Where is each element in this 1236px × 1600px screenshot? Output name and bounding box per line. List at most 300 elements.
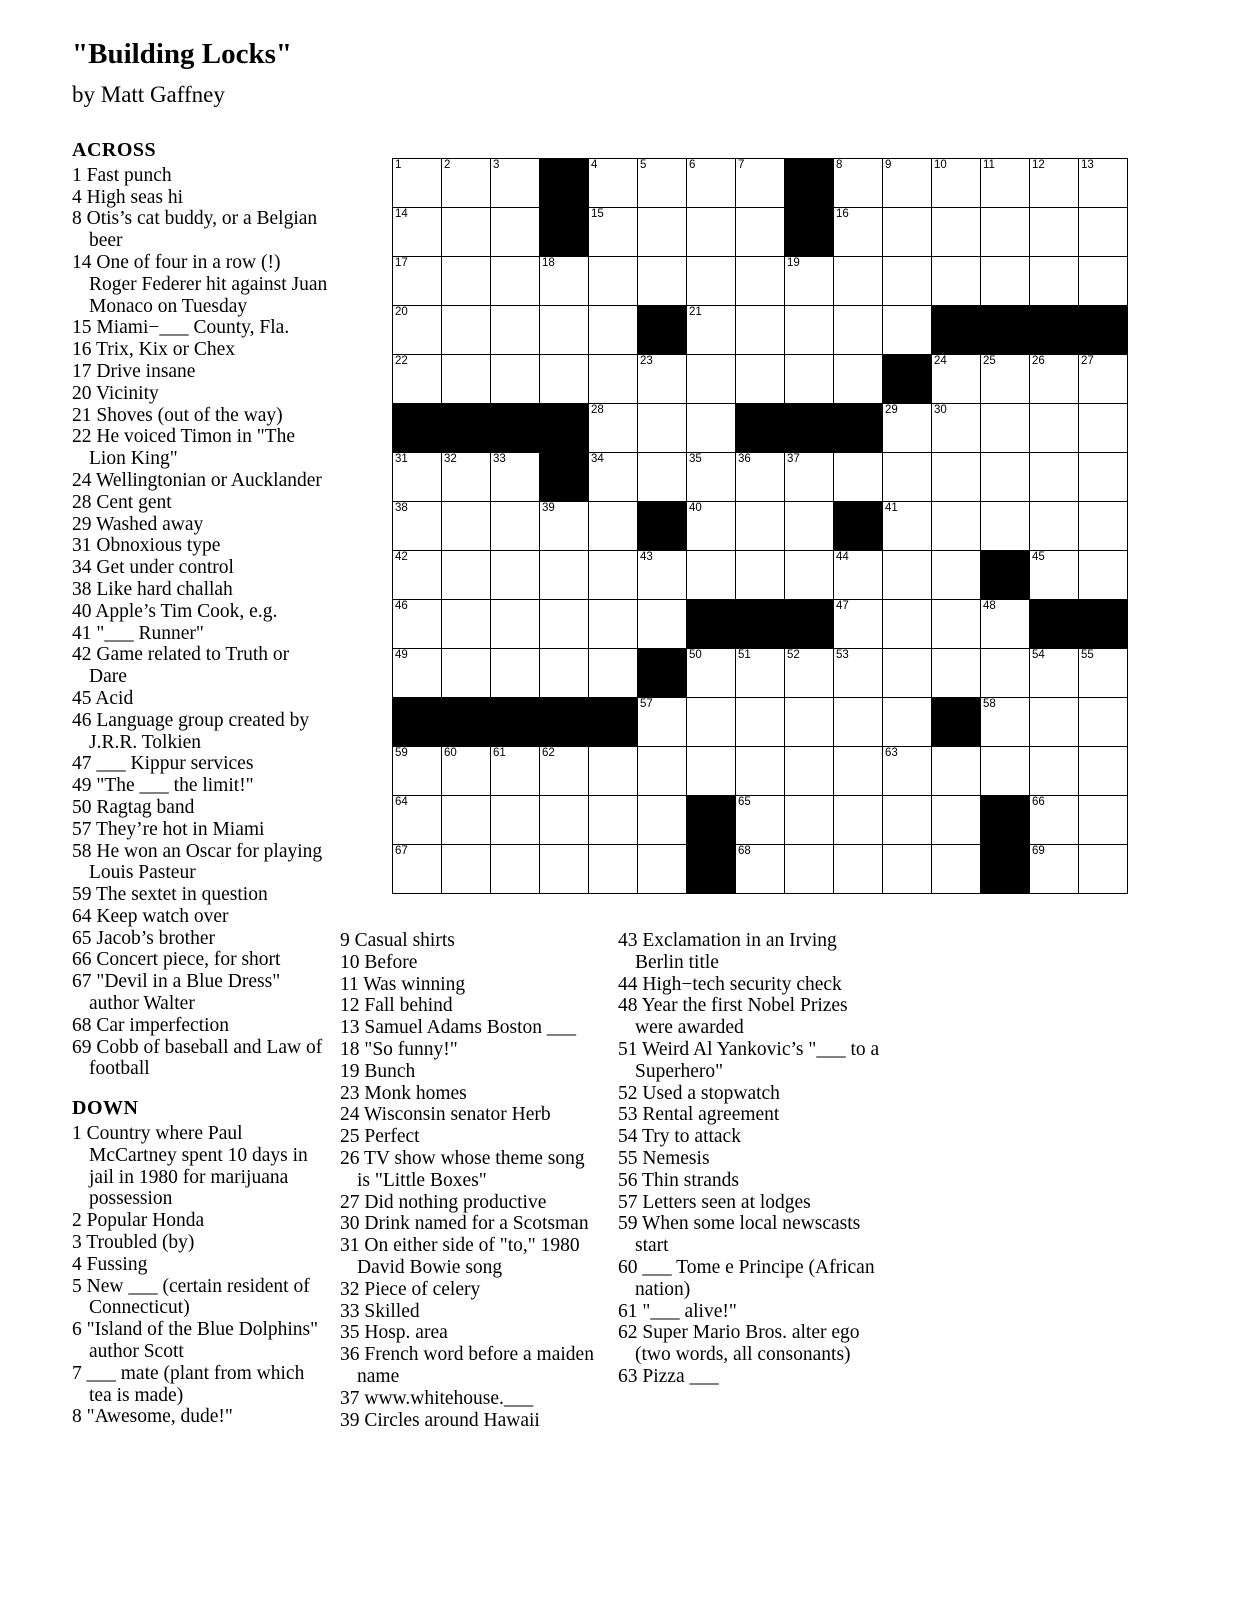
grid-cell[interactable] (393, 257, 442, 306)
grid-cell[interactable] (736, 159, 785, 208)
grid-cell[interactable] (1079, 649, 1128, 698)
crossword-grid[interactable] (392, 158, 1128, 894)
across-clue: 45 Acid (72, 687, 134, 709)
across-clue: 4 High seas hi (72, 186, 184, 208)
grid-cell-number: 4 (591, 159, 598, 171)
across-clue: 14 One of four in a row (!) Roger Federer hit against Juan Monaco on Tuesday (72, 251, 328, 317)
grid-cell[interactable] (883, 404, 932, 453)
grid-cell[interactable] (785, 502, 834, 551)
grid-cell[interactable] (540, 257, 589, 306)
grid-cell[interactable] (785, 453, 834, 502)
grid-cell[interactable] (393, 453, 442, 502)
grid-cell[interactable] (540, 845, 589, 894)
grid-cell[interactable] (442, 257, 491, 306)
grid-block-cell (1030, 306, 1079, 355)
grid-cell[interactable] (932, 747, 981, 796)
grid-cell[interactable] (442, 551, 491, 600)
grid-cell[interactable] (540, 306, 589, 355)
grid-cell[interactable] (883, 208, 932, 257)
grid-cell[interactable] (442, 502, 491, 551)
grid-cell[interactable] (981, 257, 1030, 306)
grid-cell-number: 26 (1032, 355, 1045, 367)
grid-block-cell (736, 404, 785, 453)
grid-cell[interactable] (589, 845, 638, 894)
down-clue: 26 TV show whose theme song is "Little Boxes" (340, 1147, 585, 1191)
grid-cell[interactable] (736, 796, 785, 845)
grid-cell[interactable] (589, 306, 638, 355)
across-clue: 40 Apple’s Tim Cook, e.g. (72, 600, 278, 622)
grid-cell[interactable] (736, 306, 785, 355)
grid-cell[interactable] (638, 698, 687, 747)
grid-cell[interactable] (687, 404, 736, 453)
grid-row (393, 257, 1128, 306)
grid-cell[interactable] (393, 208, 442, 257)
grid-cell[interactable] (491, 208, 540, 257)
grid-cell[interactable] (785, 355, 834, 404)
grid-cell[interactable] (687, 698, 736, 747)
grid-cell[interactable] (834, 600, 883, 649)
grid-cell[interactable] (834, 845, 883, 894)
down-clue: 39 Circles around Hawaii (340, 1409, 540, 1431)
grid-cell[interactable] (932, 502, 981, 551)
grid-cell-number: 37 (787, 453, 800, 465)
grid-cell[interactable] (736, 257, 785, 306)
grid-cell[interactable] (1079, 845, 1128, 894)
across-clue: 34 Get under control (72, 557, 234, 579)
grid-cell-number: 32 (444, 453, 457, 465)
grid-cell[interactable] (393, 796, 442, 845)
grid-block-cell (736, 600, 785, 649)
grid-cell-number: 59 (395, 747, 408, 759)
grid-cell-number: 39 (542, 502, 555, 514)
grid-row (393, 453, 1128, 502)
grid-cell[interactable] (638, 404, 687, 453)
grid-row (393, 306, 1128, 355)
grid-cell-number: 60 (444, 747, 457, 759)
grid-cell[interactable] (834, 306, 883, 355)
grid-cell[interactable] (491, 649, 540, 698)
grid-block-cell (932, 698, 981, 747)
grid-cell-number: 41 (885, 502, 898, 514)
grid-cell[interactable] (442, 600, 491, 649)
grid-cell[interactable] (491, 796, 540, 845)
grid-cell[interactable] (1030, 453, 1079, 502)
grid-row (393, 845, 1128, 894)
grid-block-cell (834, 502, 883, 551)
across-clue: 58 He won an Oscar for playing Louis Pasteur (72, 840, 323, 884)
grid-cell[interactable] (1030, 845, 1079, 894)
grid-cell[interactable] (1030, 355, 1079, 404)
down-clue-list-part3 (618, 930, 886, 1388)
grid-cell[interactable] (981, 747, 1030, 796)
grid-cell[interactable] (834, 355, 883, 404)
grid-cell[interactable] (785, 747, 834, 796)
grid-cell[interactable] (932, 453, 981, 502)
grid-cell[interactable] (736, 845, 785, 894)
grid-cell[interactable] (883, 502, 932, 551)
across-clue: 69 Cobb of baseball and Law of football (72, 1036, 323, 1080)
grid-cell[interactable] (687, 551, 736, 600)
grid-cell-number: 29 (885, 404, 898, 416)
grid-block-cell (1079, 306, 1128, 355)
grid-cell[interactable] (834, 698, 883, 747)
grid-cell-number: 46 (395, 600, 408, 612)
grid-cell[interactable] (589, 355, 638, 404)
grid-cell[interactable] (638, 159, 687, 208)
across-clue: 15 Miami−___ County, Fla. (72, 317, 290, 339)
grid-block-cell (687, 600, 736, 649)
grid-cell[interactable] (540, 600, 589, 649)
grid-cell[interactable] (1079, 257, 1128, 306)
grid-cell[interactable] (491, 845, 540, 894)
column-spacer (72, 1080, 330, 1098)
grid-cell[interactable] (785, 551, 834, 600)
grid-cell[interactable] (981, 698, 1030, 747)
grid-cell[interactable] (491, 355, 540, 404)
grid-cell[interactable] (785, 845, 834, 894)
grid-cell-number: 25 (983, 355, 996, 367)
across-clue: 8 Otis’s cat buddy, or a Belgian beer (72, 208, 318, 252)
grid-cell[interactable] (1079, 796, 1128, 845)
grid-cell-number: 19 (787, 257, 800, 269)
grid-cell[interactable] (932, 551, 981, 600)
grid-cell[interactable] (393, 355, 442, 404)
grid-cell[interactable] (687, 306, 736, 355)
grid-block-cell (883, 355, 932, 404)
across-clue: 38 Like hard challah (72, 578, 233, 600)
down-clue: 48 Year the first Nobel Prizes were awarded (618, 995, 848, 1039)
grid-cell[interactable] (932, 649, 981, 698)
grid-cell[interactable] (589, 551, 638, 600)
down-clue: 3 Troubled (by) (72, 1232, 195, 1254)
grid-cell[interactable] (883, 600, 932, 649)
grid-cell[interactable] (393, 159, 442, 208)
grid-cell-number: 34 (591, 453, 604, 465)
down-clue: 62 Super Mario Bros. alter ego (two words, all consonants) (618, 1322, 860, 1366)
across-clue: 67 "Devil in a Blue Dress" author Walter (72, 971, 281, 1015)
grid-block-cell (540, 453, 589, 502)
grid-cell[interactable] (1079, 208, 1128, 257)
grid-cell[interactable] (1079, 159, 1128, 208)
grid-cell[interactable] (589, 453, 638, 502)
grid-cell[interactable] (442, 649, 491, 698)
grid-cell-number: 47 (836, 600, 849, 612)
grid-block-cell (540, 159, 589, 208)
down-clue: 9 Casual shirts (340, 930, 455, 951)
grid-cell[interactable] (687, 257, 736, 306)
down-clue: 31 On either side of "to," 1980 David Bowie song (340, 1235, 580, 1278)
grid-cell[interactable] (981, 600, 1030, 649)
grid-cell-number: 15 (591, 208, 604, 220)
grid-cell[interactable] (1030, 698, 1079, 747)
across-clue: 29 Washed away (72, 513, 204, 535)
grid-cell[interactable] (834, 453, 883, 502)
grid-cell[interactable] (736, 747, 785, 796)
grid-cell[interactable] (981, 502, 1030, 551)
grid-cell[interactable] (442, 306, 491, 355)
grid-cell[interactable] (932, 257, 981, 306)
grid-cell[interactable] (1030, 502, 1079, 551)
grid-block-cell (540, 404, 589, 453)
grid-cell[interactable] (883, 159, 932, 208)
grid-cell-number: 3 (493, 159, 500, 171)
grid-cell[interactable] (687, 453, 736, 502)
grid-cell[interactable] (1030, 747, 1079, 796)
grid-cell[interactable] (638, 453, 687, 502)
grid-cell[interactable] (589, 747, 638, 796)
grid-cell[interactable] (393, 649, 442, 698)
grid-cell-number: 27 (1081, 355, 1094, 367)
grid-cell[interactable] (491, 257, 540, 306)
grid-cell[interactable] (736, 502, 785, 551)
across-heading: ACROSS (72, 139, 157, 161)
grid-cell[interactable] (785, 698, 834, 747)
grid-cell[interactable] (736, 551, 785, 600)
grid-cell[interactable] (540, 796, 589, 845)
grid-cell[interactable] (883, 747, 932, 796)
grid-cell[interactable] (442, 796, 491, 845)
grid-cell[interactable] (442, 453, 491, 502)
grid-cell-number: 43 (640, 551, 653, 563)
grid-cell[interactable] (540, 502, 589, 551)
grid-cell[interactable] (687, 159, 736, 208)
grid-block-cell (491, 404, 540, 453)
grid-cell[interactable] (883, 649, 932, 698)
grid-cell[interactable] (834, 747, 883, 796)
grid-cell[interactable] (393, 747, 442, 796)
grid-cell[interactable] (687, 502, 736, 551)
grid-cell[interactable] (1079, 404, 1128, 453)
grid-cell-number: 20 (395, 306, 408, 318)
grid-cell[interactable] (442, 355, 491, 404)
grid-cell[interactable] (883, 845, 932, 894)
grid-cell[interactable] (736, 698, 785, 747)
grid-cell[interactable] (1030, 404, 1079, 453)
grid-cell-number: 50 (689, 649, 702, 661)
grid-cell[interactable] (1079, 502, 1128, 551)
grid-cell[interactable] (736, 208, 785, 257)
down-clue: 35 Hosp. area (340, 1322, 448, 1344)
across-clue: 50 Ragtag band (72, 796, 195, 818)
grid-cell[interactable] (638, 257, 687, 306)
down-clue: 63 Pizza ___ (618, 1365, 719, 1387)
grid-cell[interactable] (883, 306, 932, 355)
across-clue: 17 Drive insane (72, 360, 196, 382)
grid-cell[interactable] (589, 208, 638, 257)
grid-cell[interactable] (687, 747, 736, 796)
grid-block-cell (393, 698, 442, 747)
across-clue: 46 Language group created by J.R.R. Tolkien (72, 709, 310, 753)
down-clue: 52 Used a stopwatch (618, 1082, 780, 1104)
grid-block-cell (981, 551, 1030, 600)
grid-cell[interactable] (981, 208, 1030, 257)
grid-block-cell (638, 502, 687, 551)
grid-cell[interactable] (834, 649, 883, 698)
grid-cell[interactable] (981, 453, 1030, 502)
grid-cell-number: 67 (395, 845, 408, 857)
grid-cell[interactable] (540, 747, 589, 796)
grid-cell-number: 65 (738, 796, 751, 808)
grid-cell[interactable] (442, 747, 491, 796)
grid-cell[interactable] (638, 845, 687, 894)
grid-cell[interactable] (1079, 453, 1128, 502)
grid-cell[interactable] (1030, 551, 1079, 600)
grid-cell[interactable] (540, 355, 589, 404)
grid-cell[interactable] (589, 257, 638, 306)
down-clue: 30 Drink named for a Scotsman (340, 1213, 589, 1235)
grid-cell[interactable] (834, 159, 883, 208)
page-title: "Building Locks" (72, 38, 292, 70)
grid-block-cell (785, 159, 834, 208)
grid-cell-number: 14 (395, 208, 408, 220)
grid-cell[interactable] (883, 551, 932, 600)
grid-cell[interactable] (638, 208, 687, 257)
grid-cell[interactable] (932, 600, 981, 649)
grid-cell[interactable] (1030, 208, 1079, 257)
grid-cell[interactable] (540, 649, 589, 698)
grid-cell-number: 57 (640, 698, 653, 710)
grid-cell[interactable] (589, 796, 638, 845)
down-clue: 6 "Island of the Blue Dolphins" author Scott (72, 1319, 319, 1363)
grid-cell[interactable] (1079, 551, 1128, 600)
grid-cell[interactable] (589, 159, 638, 208)
across-clue: 59 The sextet in question (72, 884, 268, 906)
grid-cell[interactable] (932, 208, 981, 257)
grid-cell[interactable] (736, 355, 785, 404)
grid-cell[interactable] (589, 502, 638, 551)
down-clue: 53 Rental agreement (618, 1104, 780, 1126)
down-clue-list-part2 (340, 930, 598, 1431)
grid-block-cell (785, 600, 834, 649)
grid-cell[interactable] (1030, 649, 1079, 698)
down-clue: 11 Was winning (340, 973, 466, 995)
grid-cell-number: 40 (689, 502, 702, 514)
across-clue: 47 ___ Kippur services (72, 753, 254, 775)
grid-cell[interactable] (491, 502, 540, 551)
grid-cell[interactable] (491, 159, 540, 208)
across-clue: 57 They’re hot in Miami (72, 818, 265, 840)
grid-block-cell (785, 404, 834, 453)
grid-cell[interactable] (1079, 355, 1128, 404)
grid-cell[interactable] (638, 747, 687, 796)
grid-cell[interactable] (442, 208, 491, 257)
grid-cell[interactable] (1079, 698, 1128, 747)
grid-cell[interactable] (785, 257, 834, 306)
grid-cell[interactable] (932, 159, 981, 208)
grid-cell[interactable] (834, 257, 883, 306)
grid-cell[interactable] (932, 845, 981, 894)
down-clue-column-3 (618, 930, 886, 1388)
grid-cell[interactable] (589, 649, 638, 698)
grid-cell[interactable] (883, 453, 932, 502)
across-clue-list (72, 165, 330, 1080)
grid-cell[interactable] (491, 306, 540, 355)
grid-cell[interactable] (687, 208, 736, 257)
grid-cell[interactable] (883, 257, 932, 306)
across-clue: 64 Keep watch over (72, 905, 229, 927)
grid-cell[interactable] (932, 796, 981, 845)
grid-cell[interactable] (834, 208, 883, 257)
across-clue: 20 Vicinity (72, 382, 159, 404)
grid-cell[interactable] (491, 453, 540, 502)
grid-cell[interactable] (834, 796, 883, 845)
grid-cell[interactable] (540, 551, 589, 600)
grid-cell[interactable] (442, 159, 491, 208)
grid-row (393, 208, 1128, 257)
grid-cell[interactable] (687, 649, 736, 698)
grid-cell[interactable] (393, 306, 442, 355)
grid-cell[interactable] (981, 649, 1030, 698)
grid-cell[interactable] (883, 796, 932, 845)
grid-cell[interactable] (1030, 257, 1079, 306)
grid-cell[interactable] (687, 355, 736, 404)
grid-cell[interactable] (491, 747, 540, 796)
grid-cell[interactable] (1079, 747, 1128, 796)
grid-cell[interactable] (638, 796, 687, 845)
down-clue: 44 High−tech security check (618, 973, 842, 995)
grid-cell[interactable] (491, 551, 540, 600)
grid-cell[interactable] (638, 551, 687, 600)
grid-cell-number: 22 (395, 355, 408, 367)
grid-cell[interactable] (393, 551, 442, 600)
across-clue-column (72, 140, 330, 1428)
grid-cell[interactable] (932, 355, 981, 404)
grid-cell[interactable] (736, 649, 785, 698)
grid-cell-number: 49 (395, 649, 408, 661)
down-clue: 57 Letters seen at lodges (618, 1191, 811, 1213)
grid-cell[interactable] (932, 404, 981, 453)
grid-cell[interactable] (442, 845, 491, 894)
grid-cell[interactable] (491, 600, 540, 649)
grid-cell[interactable] (785, 649, 834, 698)
grid-cell[interactable] (883, 698, 932, 747)
grid-cell[interactable] (834, 551, 883, 600)
across-clue: 68 Car imperfection (72, 1014, 230, 1036)
grid-cell[interactable] (589, 404, 638, 453)
down-clue-column-2 (340, 930, 598, 1431)
grid-row (393, 796, 1128, 845)
grid-cell[interactable] (393, 845, 442, 894)
grid-cell[interactable] (981, 355, 1030, 404)
across-clue: 66 Concert piece, for short (72, 949, 281, 971)
grid-cell[interactable] (589, 600, 638, 649)
grid-cell-number: 7 (738, 159, 745, 171)
grid-cell[interactable] (638, 600, 687, 649)
grid-cell-number: 68 (738, 845, 751, 857)
grid-cell[interactable] (393, 502, 442, 551)
grid-block-cell (981, 306, 1030, 355)
grid-row (393, 600, 1128, 649)
grid-row (393, 159, 1128, 208)
grid-cell-number: 69 (1032, 845, 1045, 857)
grid-cell[interactable] (785, 796, 834, 845)
grid-cell[interactable] (1030, 159, 1079, 208)
down-clue: 1 Country where Paul McCartney spent 10 days in jail in 1980 for marijuana possession (72, 1123, 308, 1210)
grid-cell-number: 13 (1081, 159, 1094, 171)
grid-cell[interactable] (785, 306, 834, 355)
grid-cell[interactable] (981, 404, 1030, 453)
grid-cell[interactable] (1030, 796, 1079, 845)
grid-row (393, 551, 1128, 600)
grid-block-cell (687, 845, 736, 894)
grid-cell[interactable] (736, 453, 785, 502)
grid-block-cell (540, 208, 589, 257)
grid-cell[interactable] (393, 600, 442, 649)
grid-cell[interactable] (981, 159, 1030, 208)
grid-cell-number: 63 (885, 747, 898, 759)
grid-cell-number: 35 (689, 453, 702, 465)
grid-cell[interactable] (638, 355, 687, 404)
